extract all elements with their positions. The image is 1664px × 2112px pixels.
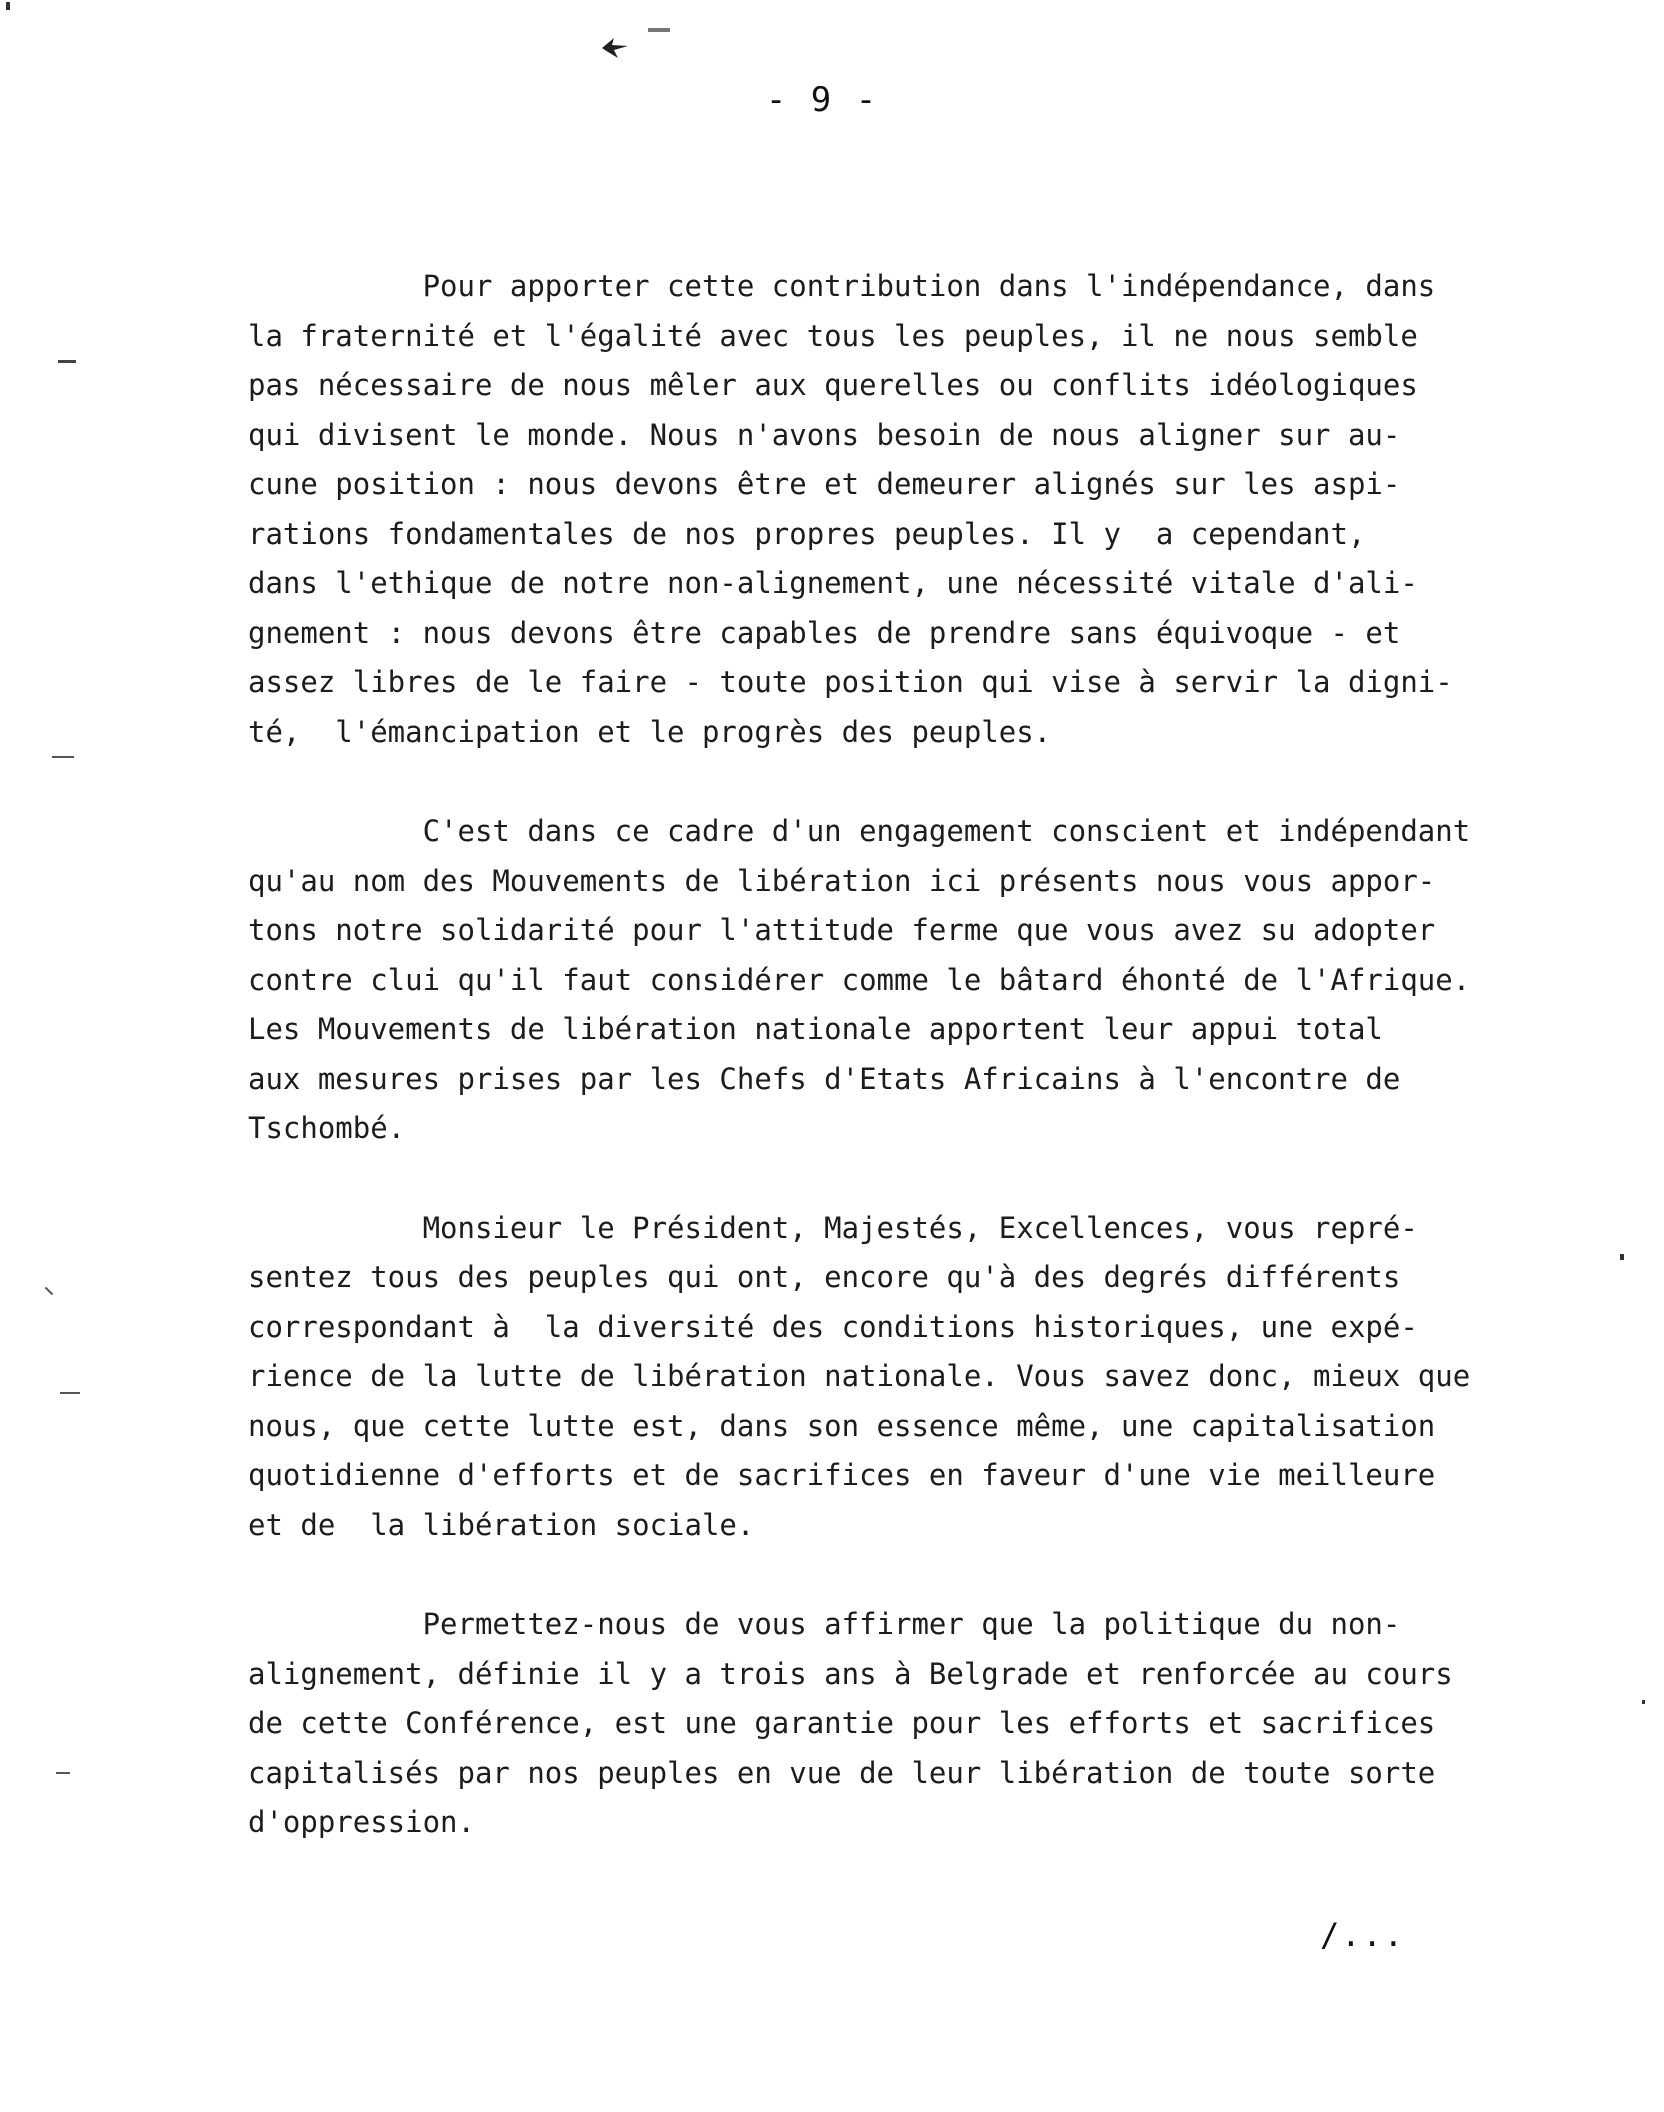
text-line: Monsieur le Président, Majestés, Excellences, vous repré- — [248, 1210, 1418, 1245]
scan-speck — [52, 756, 74, 758]
text-line: capitalisés par nos peuples en vue de leur libération de toute sorte — [248, 1755, 1436, 1790]
text-line: alignement, définie il y a trois ans à Belgrade et renforcée au cours — [248, 1656, 1453, 1691]
text-line: té, l'émancipation et le progrès des peuples. — [248, 714, 1052, 749]
text-line: d'oppression. — [248, 1805, 475, 1839]
text-line: assez libres de le faire - toute position qui vise à servir la digni- — [248, 665, 1453, 699]
text-line: tons notre solidarité pour l'attitude ferme que vous avez su adopter — [248, 913, 1436, 947]
text-line: Pour apporter cette contribution dans l'indépendance, dans — [248, 269, 1436, 303]
scan-speck — [648, 28, 670, 32]
scan-speck — [58, 360, 76, 363]
body-text — [248, 262, 1628, 1898]
text-line: rations fondamentales de nos propres peuples. Il y a cependant, — [248, 516, 1366, 551]
text-line: aux mesures prises par les Chefs d'Etats Africains à l'encontre de — [248, 1061, 1401, 1096]
paragraph-4 — [248, 1600, 1628, 1848]
text-line: dans l'ethique de notre non-alignement, une nécessité vitale d'ali- — [248, 566, 1418, 600]
ink-blot-mark — [600, 36, 630, 60]
paragraph-1 — [248, 262, 1628, 757]
text-line: qu'au nom des Mouvements de libération ici présents nous vous appor- — [248, 863, 1436, 898]
text-line: de cette Conférence, est une garantie pour les efforts et sacrifices — [248, 1706, 1436, 1740]
continuation-marker: /... — [1320, 1916, 1406, 1954]
text-line: sentez tous des peuples qui ont, encore qu'à des degrés différents — [248, 1260, 1401, 1294]
text-line: Tschombé. — [248, 1111, 406, 1145]
text-line: et de la libération sociale. — [248, 1507, 755, 1542]
scan-speck — [1642, 1700, 1645, 1704]
paragraph-2 — [248, 807, 1628, 1154]
text-line: C'est dans ce cadre d'un engagement conscient et indépendant — [248, 814, 1471, 848]
text-line: correspondant à la diversité des conditions historiques, une expé- — [248, 1309, 1418, 1344]
text-line: rience de la lutte de libération nationale. Vous savez donc, mieux que — [248, 1359, 1471, 1393]
text-line: nous, que cette lutte est, dans son essence même, une capitalisation — [248, 1408, 1436, 1443]
scan-speck — [56, 1772, 70, 1774]
scan-speck — [45, 1287, 53, 1295]
text-line: cune position : nous devons être et demeurer alignés sur les aspi- — [248, 467, 1401, 501]
scan-speck — [60, 1392, 80, 1394]
page-number: - 9 - — [765, 80, 879, 120]
text-line: quotidienne d'efforts et de sacrifices en faveur d'une vie meilleure — [248, 1458, 1436, 1492]
text-line: Permettez-nous de vous affirmer que la politique du non- — [248, 1607, 1401, 1641]
paragraph-3 — [248, 1204, 1628, 1551]
text-line: Les Mouvements de libération nationale apportent leur appui total — [248, 1012, 1383, 1046]
text-line: gnement : nous devons être capables de prendre sans équivoque - et — [248, 615, 1401, 650]
scan-speck — [6, 2, 10, 10]
text-line: qui divisent le monde. Nous n'avons besoin de nous aligner sur au- — [248, 417, 1401, 452]
text-line: la fraternité et l'égalité avec tous les peuples, il ne nous semble — [248, 318, 1418, 353]
text-line: contre clui qu'il faut considérer comme le bâtard éhonté de l'Afrique. — [248, 962, 1471, 997]
text-line: pas nécessaire de nous mêler aux querelles ou conflits idéologiques — [248, 368, 1418, 402]
